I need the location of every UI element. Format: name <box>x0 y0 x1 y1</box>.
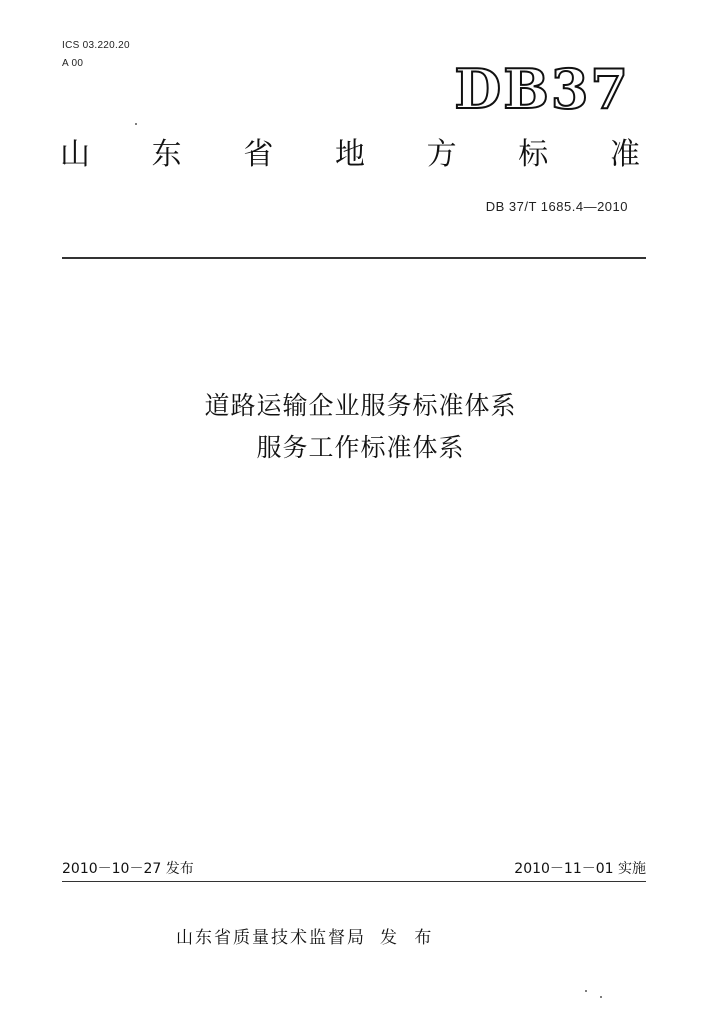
heading-char: 方 <box>426 137 457 172</box>
heading-char: 准 <box>609 137 640 172</box>
bottom-divider <box>62 881 646 882</box>
db37-logo: DB37 <box>454 57 630 121</box>
top-divider <box>62 257 646 259</box>
document-title-line-2: 服务工作标准体系 <box>256 433 465 462</box>
document-title-line-1: 道路运输企业服务标准体系 <box>204 391 517 420</box>
heading-char: 省 <box>243 137 274 172</box>
heading-char: 东 <box>151 137 182 172</box>
scan-speck <box>585 990 587 992</box>
standard-number: DB 37/T 1685.4—2010 <box>485 199 628 214</box>
heading-char: 山 <box>60 137 90 172</box>
heading-char: 标 <box>518 137 549 172</box>
publish-date: 2010－10－27 发布 <box>62 861 194 877</box>
issuing-authority <box>176 930 437 947</box>
ics-code: ICS 03.220.20 <box>62 40 130 51</box>
heading-char: 地 <box>334 137 365 172</box>
classification-code: A 00 <box>62 58 84 69</box>
scan-speck <box>135 123 137 125</box>
province-standard-heading <box>60 137 640 172</box>
issuer-action: 发 布 <box>380 928 438 948</box>
implementation-date: 2010－11－01 实施 <box>514 861 646 877</box>
scan-speck <box>600 996 602 998</box>
issuer-name: 山东省质量技术监督局 <box>176 928 366 948</box>
